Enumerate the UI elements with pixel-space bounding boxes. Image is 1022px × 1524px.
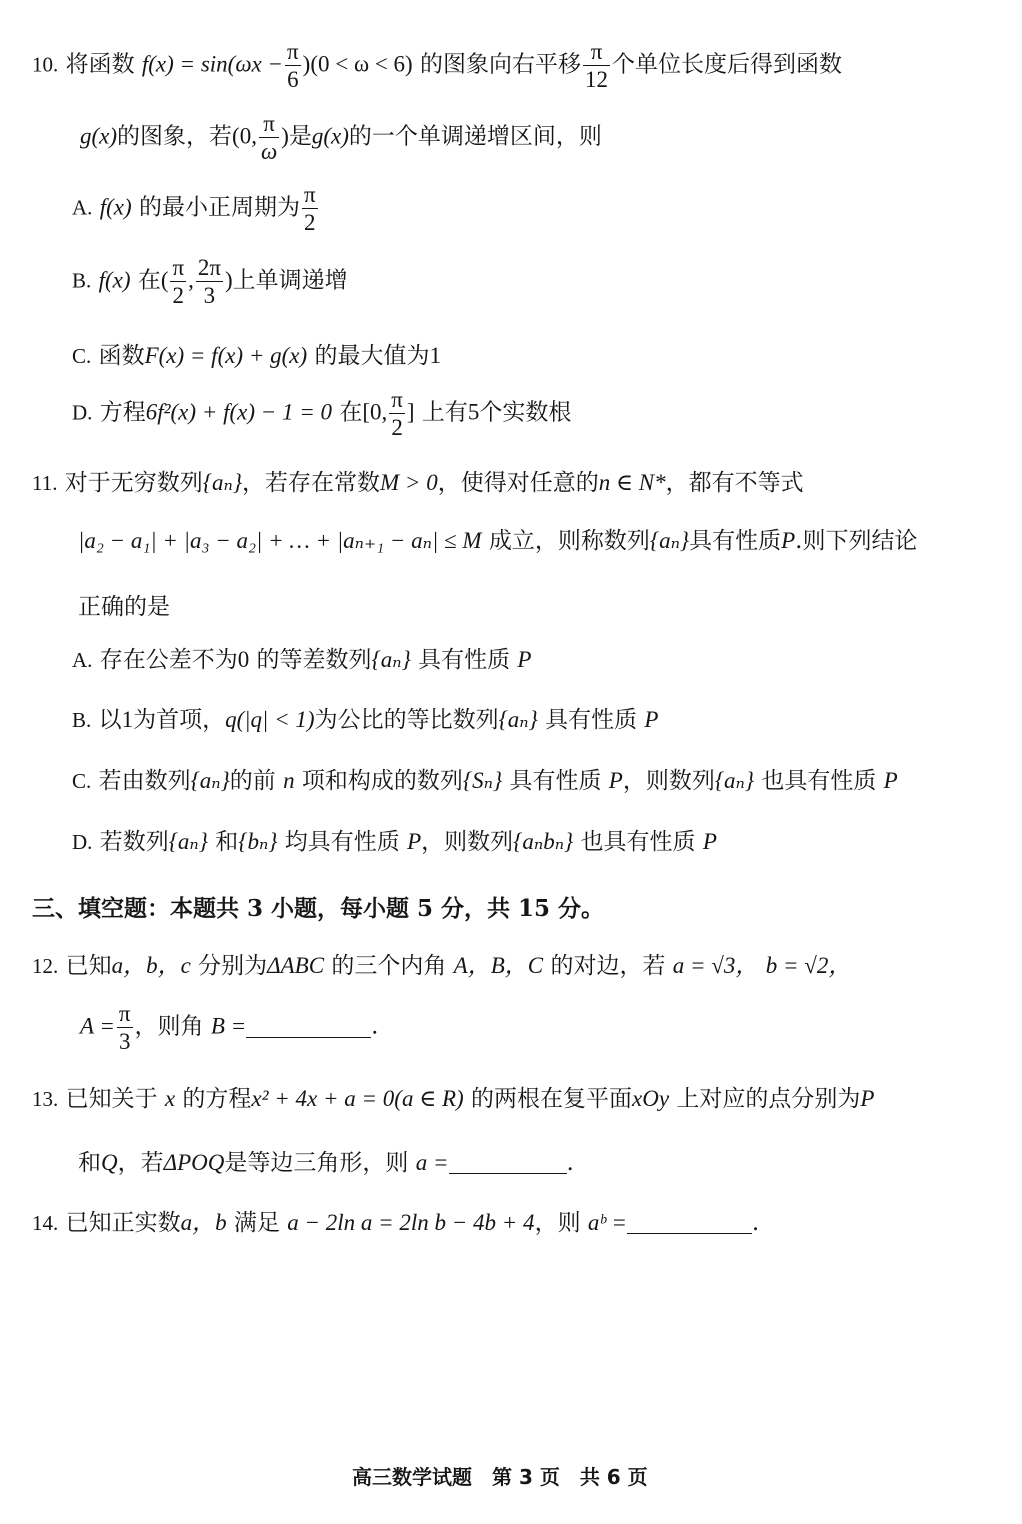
q13-number: 13. <box>32 1087 59 1111</box>
q10-func-f: f(x) = sin(ωx − <box>141 51 284 77</box>
q11-l3: 正确的是 <box>78 594 170 620</box>
q12-line2 <box>80 1002 378 1053</box>
q13-l2-c: 是等边三角形，则 <box>224 1150 409 1176</box>
q11-opt-b-text4: 具有性质 <box>545 707 638 733</box>
q11-option-b <box>72 707 658 733</box>
q12-frac-pi-3: $\frac{\pi}{3}$ <box>118 1001 131 1054</box>
q13-l1-c: 的两根在复平面 <box>471 1086 632 1112</box>
q11-opt-b-seq: {aₙ} <box>498 707 538 732</box>
q10-l2-a: 的图象，若 <box>117 123 233 150</box>
q11-opt-a-seq: {aₙ} <box>371 647 411 672</box>
q14-ab-pow: aᵇ = <box>587 1210 627 1235</box>
q13-eq: x² + 4x + a = 0(a ∈ R) <box>251 1086 464 1111</box>
q10-opt-a-f: f(x) <box>99 194 132 220</box>
q12-answer-blank[interactable] <box>246 1015 371 1038</box>
q11-l1-b: ，若存在常数 <box>242 470 381 496</box>
q10-opt-d-label: D. <box>72 400 93 425</box>
q11-opt-a-text3: 具有性质 <box>418 647 511 673</box>
q11-opt-d-bn: {bₙ} <box>238 829 278 854</box>
q12-l1-c: 的三个内角 <box>331 953 447 979</box>
q13-l2-a: 和 <box>78 1150 101 1176</box>
q14-end: . <box>751 1210 760 1236</box>
q11-opt-d-text4: 也具有性质 <box>580 829 696 855</box>
q10-l1-b: 的图象向右平移 <box>420 51 582 78</box>
q10-frac-pi-2: $\frac{\pi}{2}$ <box>303 182 316 235</box>
q10-opt-c-val: 1 <box>429 343 441 368</box>
q10-frac-pi-6: $\frac{\pi}{6}$ <box>287 39 299 92</box>
q10-opt-d-open: [0, <box>362 399 388 425</box>
q11-opt-c-sn: {Sₙ} <box>462 768 503 793</box>
q10-frac-pi-omega: $\frac{\pi}{\omega}$ <box>260 111 278 164</box>
q12-abc: a，b，c <box>111 953 191 978</box>
q10-frac-pi-2-b: $\frac{\pi}{2}$ <box>172 255 185 308</box>
q12-l2-a: ，则角 <box>134 1013 204 1040</box>
q10-l1-c: 个单位长度后得到函数 <box>612 51 843 78</box>
q11-opt-c-text1: 若由数列 <box>98 768 191 794</box>
q11-opt-c-n: n <box>283 768 295 793</box>
q10-opt-c-expr: F(x) = f(x) + g(x) <box>144 343 308 368</box>
q13-q: Q <box>101 1150 118 1175</box>
q11-seq-a: {aₙ} <box>202 470 243 495</box>
q11-seq-a-2: {aₙ} <box>649 528 690 553</box>
q11-opt-d-prop: P <box>407 829 422 854</box>
q10-opt-d-expr: 6f²(x) + f(x) − 1 = 0 <box>145 399 333 425</box>
q10-option-c <box>72 343 441 369</box>
q10-opt-b-f: f(x) <box>98 267 131 293</box>
q12-tri: ΔABC <box>267 953 325 978</box>
q10-option-a <box>72 183 320 234</box>
q11-opt-c-text5: ，则数列 <box>622 768 715 794</box>
q11-l1-c: ，使得对任意的 <box>437 470 599 496</box>
q13-l1-d: 上对应的点分别为 <box>676 1086 861 1112</box>
q11-opt-a-zero: 0 <box>237 647 250 672</box>
q10-opt-b-text: 上单调递增 <box>232 267 348 294</box>
q10-opt-c-b: 的最大值为 <box>314 343 430 369</box>
q10-opt-b-comma: , <box>188 267 194 293</box>
q12-l1-b: 分别为 <box>198 953 268 979</box>
q13-line2 <box>78 1150 574 1176</box>
q11-opt-d-prop2: P <box>702 829 717 854</box>
q14-l1-b: 满足 <box>233 1210 280 1236</box>
q11-opt-c-text4: 具有性质 <box>509 768 602 794</box>
q11-cond-n: n ∈ N* <box>598 470 666 495</box>
q10-l2-b: 是 <box>288 123 312 150</box>
q12-b-val: b = √2， <box>765 953 852 978</box>
q10-g2: g(x) <box>311 123 349 149</box>
q13-a-eq: a = <box>415 1150 449 1175</box>
q11-line3 <box>78 594 170 620</box>
q11-opt-d-text2: 均具有性质 <box>284 829 400 855</box>
q10-opt-d-b: 上有 <box>421 399 468 426</box>
q11-opt-c-text3: 项和构成的数列 <box>301 768 463 794</box>
q10-opt-d-close: ] <box>406 399 415 425</box>
q12-a-eq: A = <box>80 1013 115 1039</box>
q10-g: g(x) <box>80 123 118 149</box>
q14-answer-blank[interactable] <box>627 1211 752 1234</box>
q12-l1-d: 的对边，若 <box>550 953 666 979</box>
q10-opt-d-c: 个实数根 <box>479 399 572 426</box>
q10-opt-d-count: 5 <box>467 399 480 425</box>
q11-opt-c-prop2: P <box>883 768 898 793</box>
q11-option-d <box>72 829 717 855</box>
q11-l1-a: 对于无穷数列 <box>64 470 203 496</box>
q11-opt-b-one: 1 <box>121 707 134 732</box>
q11-option-c <box>72 768 898 794</box>
q12-b-eq: B = <box>210 1013 247 1039</box>
q14-line1 <box>32 1210 759 1236</box>
q11-opt-b-text2: 为首项， <box>133 707 226 733</box>
q13-tri: ΔPOQ <box>163 1150 225 1175</box>
q13-l1-a: 已知关于 <box>65 1086 158 1112</box>
q10-opt-d-a: 方程 <box>99 399 146 426</box>
q11-l2-b: 具有性质 <box>689 528 782 554</box>
q13-line1 <box>32 1086 874 1112</box>
q13-p: P <box>860 1086 875 1111</box>
q14-l1-c: ，则 <box>534 1210 581 1236</box>
q11-opt-c-text6: 也具有性质 <box>761 768 877 794</box>
q11-opt-c-label: C. <box>72 769 92 793</box>
q11-opt-d-text1: 若数列 <box>99 829 169 855</box>
q11-prop: P <box>781 528 796 553</box>
q10-l2-c: 的一个单调递增区间，则 <box>348 123 602 150</box>
q10-opt-b-close: ) <box>224 267 233 293</box>
q11-cond-m: M > 0 <box>380 470 438 495</box>
q10-l1-a: 将函数 <box>65 51 135 78</box>
q11-opt-c-prop: P <box>608 768 623 793</box>
q11-opt-c-seq2: {aₙ} <box>714 768 755 793</box>
q10-domain: )(0 < ω < 6) <box>302 51 413 77</box>
q13-answer-blank[interactable] <box>449 1151 567 1174</box>
q11-opt-a-label: A. <box>72 648 93 672</box>
q11-l2-a: 成立，则称数列 <box>488 528 650 554</box>
page-footer: 高三数学试题 第 3 页 共 6 页 <box>352 1465 648 1489</box>
q10-option-b <box>72 256 348 307</box>
q14-ab: a，b <box>180 1210 227 1235</box>
q11-opt-b-text1: 以 <box>98 707 122 733</box>
q11-opt-d-text3: ，则数列 <box>421 829 514 855</box>
q10-interval-open: (0, <box>232 123 257 149</box>
q12-l1-a: 已知 <box>65 953 112 979</box>
q10-opt-b-in: 在 <box>137 267 161 294</box>
q11-opt-b-label: B. <box>72 708 92 732</box>
q12-end: . <box>371 1013 379 1040</box>
q11-option-a <box>72 647 531 673</box>
q11-opt-b-text3: 为公比的等比数列 <box>314 707 499 733</box>
q14-eq: a − 2ln a = 2ln b − 4b + 4 <box>287 1210 535 1235</box>
q10-interval-close: ) <box>281 123 289 149</box>
q11-opt-a-text1: 存在公差不为 <box>99 647 238 673</box>
q10-opt-b-open: ( <box>160 267 169 293</box>
q11-l2-c: .则下列结论 <box>795 528 918 554</box>
q11-opt-c-text2: 的前 <box>229 768 276 794</box>
q11-opt-c-seq: {aₙ} <box>190 768 230 793</box>
q11-opt-a-prop: P <box>517 647 532 672</box>
q10-frac-pi-12: $\frac{\pi}{12}$ <box>585 39 609 92</box>
q10-opt-a-label: A. <box>72 195 93 220</box>
q11-line2 <box>78 528 917 554</box>
section3-title: 三、填空题：本题共 3 小题，每小题 5 分，共 15 分。 <box>32 895 605 922</box>
q11-opt-d-and: 和 <box>215 829 239 855</box>
q10-opt-a-text: 的最小正周期为 <box>138 194 300 221</box>
q14-number: 14. <box>32 1211 59 1235</box>
q10-option-d <box>72 388 571 439</box>
q13-l2-b: ，若 <box>117 1150 164 1176</box>
q12-line1 <box>32 953 851 979</box>
q12-a-val: a = √3， <box>672 953 759 978</box>
q10-frac-pi-2-d: $\frac{\pi}{2}$ <box>391 387 403 440</box>
q14-l1-a: 已知正实数 <box>65 1210 181 1236</box>
q10-line1 <box>32 40 842 91</box>
q13-end: . <box>566 1150 574 1176</box>
q10-opt-c-label: C. <box>72 344 92 368</box>
q10-opt-b-label: B. <box>72 268 92 293</box>
q11-opt-d-anbn: {aₙbₙ} <box>513 829 574 854</box>
q11-opt-a-text2: 的等差数列 <box>256 647 372 673</box>
q13-x: x <box>164 1086 176 1111</box>
q13-l1-b: 的方程 <box>182 1086 252 1112</box>
q10-line2 <box>80 112 602 163</box>
q11-inequality: |a₂ − a₁| + |a₃ − a₂| + … + |aₙ₊₁ − aₙ| ≤ M <box>78 528 482 553</box>
q11-line1 <box>32 470 804 496</box>
q11-opt-b-prop: P <box>644 707 659 732</box>
q11-number: 11. <box>32 471 58 495</box>
q11-opt-b-q: q(|q| < 1) <box>225 707 315 732</box>
q10-number: 10. <box>32 52 59 77</box>
q11-opt-d-seq: {aₙ} <box>168 829 208 854</box>
q10-opt-c-a: 函数 <box>98 343 145 369</box>
q11-l1-d: ，都有不等式 <box>665 470 804 496</box>
q12-number: 12. <box>32 954 59 978</box>
q12-angles: A，B，C <box>453 953 544 978</box>
q13-plane: xOy <box>632 1086 670 1111</box>
q10-frac-2pi-3: $\frac{2\pi}{3}$ <box>197 255 221 308</box>
q11-opt-d-label: D. <box>72 830 93 854</box>
q10-opt-d-in: 在 <box>339 399 363 426</box>
